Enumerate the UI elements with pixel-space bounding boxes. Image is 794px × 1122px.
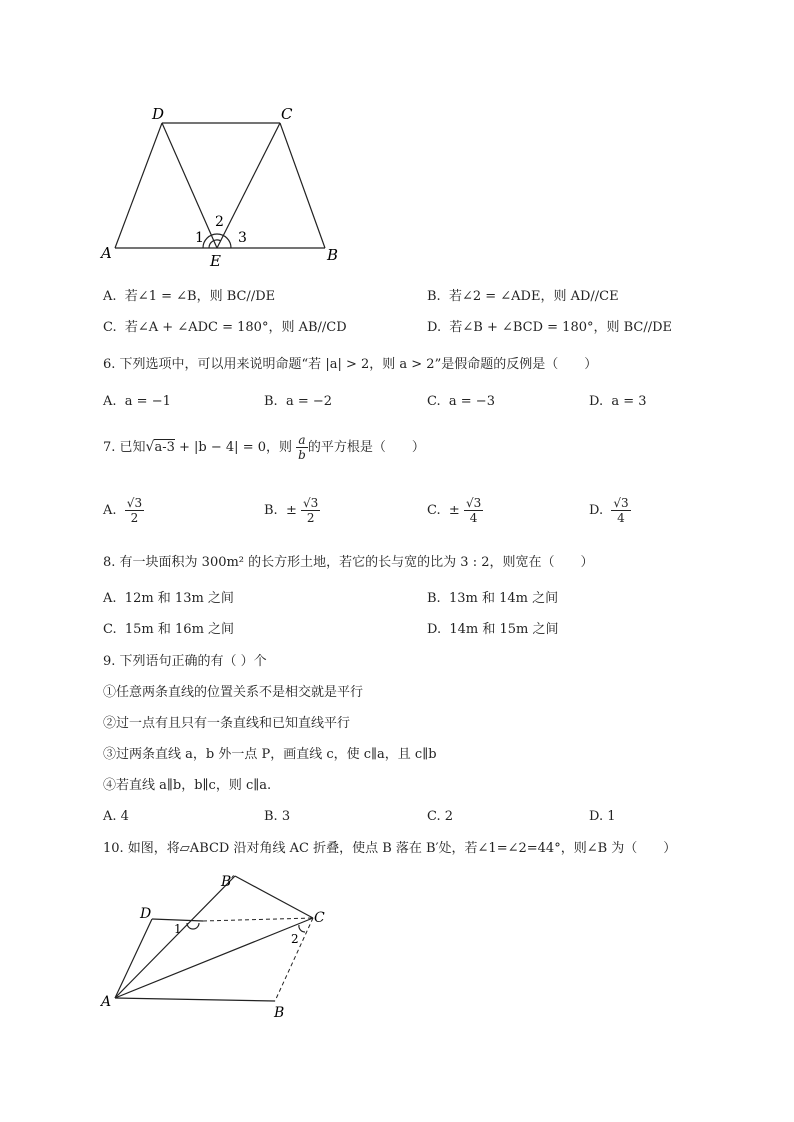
q8-option-d-text: 14m 和 15m 之间: [449, 622, 559, 637]
q7-fraction: [296, 433, 308, 462]
figure-folded-parallelogram: [95, 868, 355, 1028]
q9-option-b-text: 3: [281, 809, 291, 824]
q5-option-b-text: 若∠2 = ∠ADE，则 AD//CE: [448, 289, 619, 304]
q5-option-a-letter: A.: [103, 289, 117, 304]
q7-stem-mid: + |b − 4| = 0，则: [174, 440, 292, 455]
q8-option-a-text: 12m 和 13m 之间: [124, 591, 234, 606]
q9-option-c-letter: C.: [427, 809, 441, 824]
q9-option-c[interactable]: [427, 808, 453, 826]
q7-option-c-num: √3: [465, 496, 482, 510]
q5-option-a[interactable]: [103, 288, 275, 306]
q7-option-c-den: 4: [469, 511, 478, 525]
fig2-label-angle-1: 1: [174, 922, 182, 936]
q7-option-b-frac: [301, 496, 320, 525]
q8-option-c-letter: C.: [103, 622, 117, 637]
q7-option-d[interactable]: [589, 492, 631, 530]
fig2-label-angle-2: 2: [291, 932, 299, 946]
q5-option-d-letter: D.: [427, 320, 442, 335]
q7-option-c-frac: [464, 496, 483, 525]
q6-option-c-letter: C.: [427, 394, 441, 409]
q8-option-b-text: 13m 和 14m 之间: [448, 591, 559, 606]
q7-option-b-letter: B.: [264, 503, 278, 518]
q7-option-b-den: 2: [306, 511, 315, 525]
q9-statement-1: ①任意两条直线的位置关系不是相交就是平行: [103, 685, 364, 700]
q5-option-c[interactable]: [103, 319, 347, 337]
q6-option-b[interactable]: [264, 393, 332, 411]
q8-option-a[interactable]: [103, 590, 234, 608]
q7-option-a[interactable]: [103, 492, 144, 530]
q8-option-c[interactable]: [103, 621, 234, 639]
label-B: B: [327, 246, 339, 264]
q6-option-c-text: a = −3: [448, 394, 495, 409]
fig2-label-C: C: [314, 910, 325, 926]
q9-option-a-text: 4: [120, 809, 129, 824]
q7-option-d-num: √3: [613, 496, 629, 510]
label-D: D: [152, 105, 165, 123]
q7-option-c-letter: C.: [427, 503, 441, 518]
q5-option-c-letter: C.: [103, 320, 117, 335]
q7-option-a-den: 2: [130, 511, 139, 525]
q9-option-d-letter: D.: [589, 809, 604, 824]
q7-option-b[interactable]: [264, 492, 320, 530]
label-angle-2: 2: [215, 214, 224, 230]
q7-option-d-frac: [611, 496, 630, 525]
q7-stem-pre: 7. 已知: [103, 440, 146, 455]
q9-stem: 9. 下列语句正确的有（ ）个: [103, 654, 267, 669]
q6-option-b-text: a = −2: [285, 394, 333, 409]
q5-option-a-text: 若∠1 = ∠B，则 BC//DE: [124, 289, 276, 304]
q7-option-c-sign: ±: [448, 503, 460, 518]
q7-option-a-frac: [125, 496, 144, 525]
q10-stem: 10. 如图，将▱ABCD 沿对角线 AC 折叠，使点 B 落在 B′处，若∠1=∠2=44°，则∠B 为（ ）: [103, 841, 677, 856]
q9-statement-3: ③过两条直线 a，b 外一点 P，画直线 c，使 c∥a，且 c∥b: [103, 747, 437, 762]
q8-stem: 8. 有一块面积为 300m² 的长方形土地，若它的长与宽的比为 3 : 2，则宽在（ ）: [103, 555, 594, 570]
q6-option-a-text: a = −1: [124, 394, 171, 409]
q7-stem-sqrt: a-3: [154, 440, 175, 455]
fig2-label-B: B: [274, 1005, 285, 1021]
q8-option-d-letter: D.: [427, 622, 442, 637]
fig2-label-A: A: [101, 994, 112, 1010]
q8-option-b[interactable]: [427, 590, 558, 608]
q7-fraction-den: b: [298, 448, 306, 462]
q8-option-a-letter: A.: [103, 591, 117, 606]
q6-option-d[interactable]: [589, 393, 647, 411]
q7-option-d-den: 4: [617, 511, 625, 525]
q6-option-d-letter: D.: [589, 394, 604, 409]
q6-option-a-letter: A.: [103, 394, 117, 409]
label-angle-3: 3: [238, 230, 247, 246]
q8-option-d[interactable]: [427, 621, 559, 639]
q7-option-a-letter: A.: [103, 503, 117, 518]
q5-option-b-letter: B.: [427, 289, 441, 304]
q6-option-c[interactable]: [427, 393, 495, 411]
q7-stem-post: 的平方根是（ ）: [307, 440, 425, 455]
q9-option-d-text: 1: [607, 809, 616, 824]
q9-option-b[interactable]: [264, 808, 290, 826]
q5-option-c-text: 若∠A + ∠ADC = 180°，则 AB//CD: [124, 320, 347, 335]
q6-option-b-letter: B.: [264, 394, 278, 409]
q7-fraction-num: a: [296, 433, 308, 448]
q9-option-c-text: 2: [444, 809, 454, 824]
q9-option-b-letter: B.: [264, 809, 278, 824]
q7-option-d-letter: D.: [589, 503, 604, 518]
label-C: C: [281, 105, 293, 123]
q7-option-c[interactable]: [427, 492, 483, 530]
q9-option-a-letter: A.: [103, 809, 117, 824]
q8-option-c-text: 15m 和 16m 之间: [124, 622, 235, 637]
q5-option-d-text: 若∠B + ∠BCD = 180°，则 BC//DE: [449, 320, 673, 335]
q8-option-b-letter: B.: [427, 591, 441, 606]
q7-option-a-num: √3: [126, 496, 143, 510]
q9-statement-4: ④若直线 a∥b，b∥c，则 c∥a.: [103, 778, 272, 793]
q9-option-a[interactable]: [103, 808, 129, 826]
label-A: A: [101, 244, 112, 262]
q6-option-a[interactable]: [103, 393, 171, 411]
q7-stem: 7. 已知√a-3 + |b − 4| = 0，则 $\frac{a}{b}$ 的平方根是（ ）: [103, 433, 425, 462]
q9-statement-2: ②过一点有且只有一条直线和已知直线平行: [103, 716, 351, 731]
q6-stem: 6. 下列选项中，可以用来说明命题“若 |a| > 2，则 a > 2”是假命题的反例是（ ）: [103, 357, 598, 372]
fig2-label-Bp: B′: [221, 874, 235, 890]
q7-option-b-num: √3: [303, 496, 319, 510]
q9-option-d[interactable]: [589, 808, 616, 826]
q6-option-d-text: a = 3: [611, 394, 647, 409]
q5-option-b[interactable]: [427, 288, 619, 306]
fig2-label-D: D: [140, 906, 152, 922]
q7-option-b-sign: ±: [285, 503, 297, 518]
q5-option-d[interactable]: [427, 319, 672, 337]
figure-trapezoid: [95, 100, 355, 270]
label-angle-1: 1: [195, 230, 204, 246]
label-E: E: [210, 252, 221, 270]
